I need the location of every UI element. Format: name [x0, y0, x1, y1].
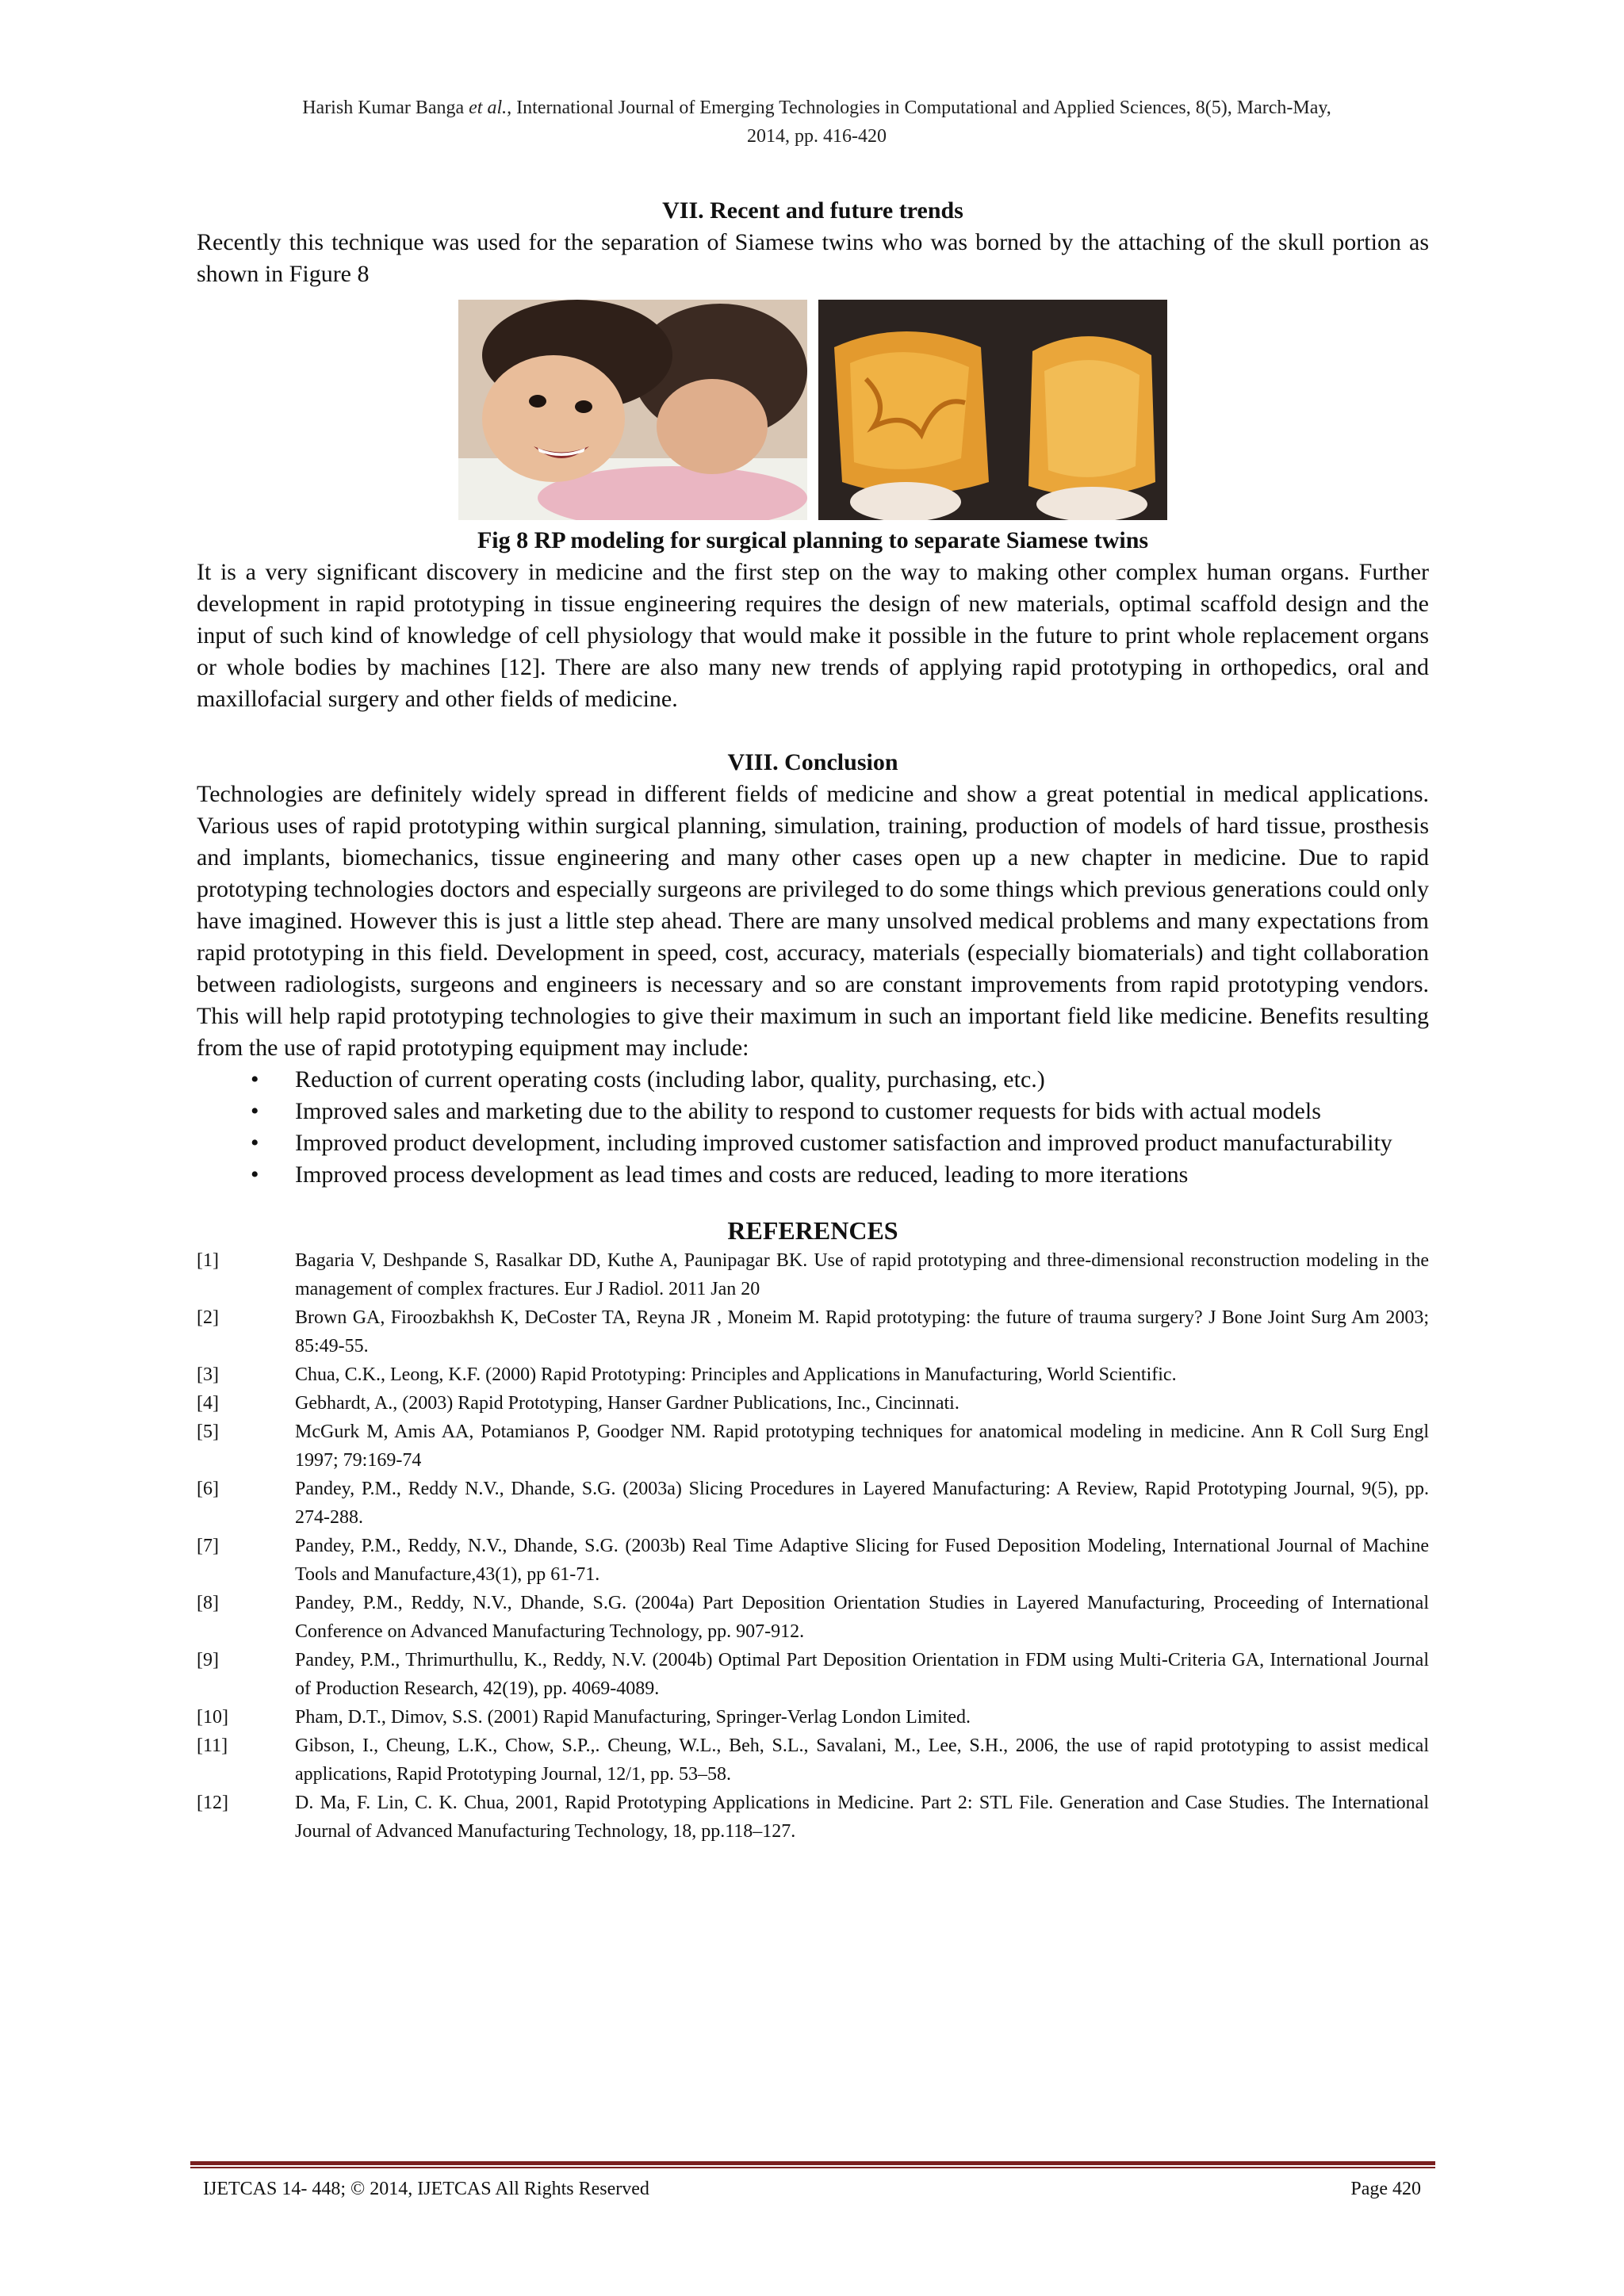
- reference-item: [197, 1646, 1429, 1703]
- reference-text: Pandey, P.M., Reddy, N.V., Dhande, S.G. (2004a) Part Deposition Orientation Studies in Layered Manufacturing, Proceeding of International Conference on Advanced Manufacturing Technology, pp. 907-912.: [295, 1593, 1429, 1642]
- reference-text: Gibson, I., Cheung, L.K., Chow, S.P.,. Cheung, W.L., Beh, S.L., Savalani, M., Lee, S.H., 2006, the use of rapid prototyping to assist medical applications, Rapid Prototyping Journal, 12/1, pp. 53–58.: [295, 1735, 1429, 1785]
- reference-item: [197, 1360, 1429, 1389]
- reference-item: [197, 1389, 1429, 1418]
- reference-item: [197, 1703, 1429, 1732]
- reference-number: [12]: [197, 1793, 228, 1813]
- reference-text: Pandey, P.M., Thrimurthullu, K., Reddy, N.V. (2004b) Optimal Part Deposition Orientation in FDM using Multi-Criteria GA, International Journal of Production Research, 42(19), pp. 4069-4089.: [295, 1650, 1429, 1699]
- benefits-list: [197, 1064, 1429, 1191]
- twins-photo-art: [458, 300, 807, 520]
- reference-number: [6]: [197, 1479, 219, 1499]
- figure-8: [197, 300, 1429, 520]
- references-list: [197, 1246, 1429, 1846]
- reference-item: [197, 1532, 1429, 1589]
- reference-item: [197, 1789, 1429, 1846]
- section-gap: [197, 715, 1429, 747]
- reference-text: McGurk M, Amis AA, Potamianos P, Goodger NM. Rapid prototyping techniques for anatomical modeling in medicine. Ann R Coll Surg Engl 1997; 79:169-74: [295, 1422, 1429, 1471]
- references-title: REFERENCES: [727, 1216, 898, 1245]
- reference-item: [197, 1246, 1429, 1303]
- reference-number: [4]: [197, 1393, 219, 1414]
- section-7-paragraph: It is a very significant discovery in medicine and the first step on the way to making other complex human organs. Further development in rapid prototyping in tissue engineering requires the design of new materials, optimal scaffold design and the input of such kind of knowledge of cell physiology that would make it possible in the future to print whole replacement organs or whole bodies by machines [12]. There are also many new trends of applying rapid prototyping in orthopedics, oral and maxillofacial surgery and other fields of medicine.: [197, 559, 1429, 712]
- section-8-title: VIII. Conclusion: [727, 749, 898, 775]
- reference-text: Chua, C.K., Leong, K.F. (2000) Rapid Prototyping: Principles and Applications in Manufacturing, World Scientific.: [295, 1364, 1177, 1385]
- reference-number: [2]: [197, 1307, 219, 1328]
- reference-item: [197, 1418, 1429, 1475]
- section-7-title: VII. Recent and future trends: [662, 197, 963, 224]
- reference-number: [5]: [197, 1422, 219, 1442]
- section-8-paragraph: Technologies are definitely widely spread in different fields of medicine and show a great potential in medical applications. Various uses of rapid prototyping within surgical planning, simulation, training, production of models of hard tissue, prosthesis and implants, biomechanics, tissue engineering and many other cases open up a new chapter in medicine. Due to rapid prototyping technologies doctors and especially surgeons are privileged to do some things which previous generations could only have imagined. However this is just a little step ahead. There are many unsolved medical problems and many expectations from rapid prototyping in this field. Development in speed, cost, accuracy, materials (especially biomaterials) and tight collaboration between radiologists, surgeons and engineers is necessary and so are constant improvements from rapid prototyping vendors. This will help rapid prototyping technologies to give their maximum in such an important field like medicine. Benefits resulting from the use of rapid prototyping equipment may include:: [197, 781, 1429, 1061]
- list-item: • Improved process development as lead times and costs are reduced, leading to more iterations: [197, 1159, 1429, 1191]
- running-header: [182, 94, 1451, 151]
- reference-text: Bagaria V, Deshpande S, Rasalkar DD, Kuthe A, Paunipagar BK. Use of rapid prototyping and three-dimensional reconstruction modeling in the management of complex fractures. Eur J Radiol. 2011 Jan 20: [295, 1250, 1429, 1299]
- page-number: Page 420: [1350, 2179, 1421, 2199]
- reference-item: [197, 1589, 1429, 1646]
- footer-rule: [190, 2161, 1435, 2165]
- reference-number: [8]: [197, 1593, 219, 1613]
- twins-photo: [458, 300, 807, 520]
- reference-item: [197, 1303, 1429, 1360]
- list-item: • Improved product development, including improved customer satisfaction and improved product manufacturability: [197, 1127, 1429, 1159]
- reference-item: [197, 1475, 1429, 1532]
- reference-number: [3]: [197, 1364, 219, 1385]
- figure-8-caption: Fig 8 RP modeling for surgical planning to separate Siamese twins: [477, 527, 1149, 553]
- footer-rule-thin: [190, 2167, 1435, 2168]
- reference-number: [7]: [197, 1536, 219, 1556]
- footer-copyright: IJETCAS 14- 448; © 2014, IJETCAS All Rights Reserved: [203, 2179, 649, 2199]
- header-etal: et al.,: [469, 98, 512, 118]
- running-header-line1: [182, 94, 1451, 122]
- list-item: • Reduction of current operating costs (including labor, quality, purchasing, etc.): [197, 1064, 1429, 1096]
- list-item: • Improved sales and marketing due to the ability to respond to customer requests for bids with actual models: [197, 1096, 1429, 1127]
- reference-number: [11]: [197, 1735, 228, 1756]
- skull-models-art: [818, 300, 1167, 520]
- running-header-line2: 2014, pp. 416-420: [747, 126, 887, 147]
- reference-number: [10]: [197, 1707, 228, 1728]
- reference-text: Pandey, P.M., Reddy N.V., Dhande, S.G. (2003a) Slicing Procedures in Layered Manufacturing: A Review, Rapid Prototyping Journal, 9(5), pp. 274-288.: [295, 1479, 1429, 1528]
- main-content: [197, 195, 1429, 1846]
- reference-text: Gebhardt, A., (2003) Rapid Prototyping, Hanser Gardner Publications, Inc., Cincinnati.: [295, 1393, 959, 1414]
- section-7-intro: Recently this technique was used for the separation of Siamese twins who was borned by the attaching of the skull portion as shown in Figure 8: [197, 229, 1429, 287]
- reference-text: Pandey, P.M., Reddy, N.V., Dhande, S.G. (2003b) Real Time Adaptive Slicing for Fused Deposition Modeling, International Journal of Machine Tools and Manufacture,43(1), pp 61-71.: [295, 1536, 1429, 1585]
- reference-item: [197, 1732, 1429, 1789]
- header-author: Harish Kumar Banga: [302, 98, 469, 118]
- reference-text: D. Ma, F. Lin, C. K. Chua, 2001, Rapid Prototyping Applications in Medicine. Part 2: STL File. Generation and Case Studies. The International Journal of Advanced Manufacturing Technology, 18, pp.118–127.: [295, 1793, 1429, 1842]
- reference-number: [1]: [197, 1250, 219, 1271]
- reference-number: [9]: [197, 1650, 219, 1670]
- skull-models-photo: [818, 300, 1167, 520]
- reference-text: Brown GA, Firoozbakhsh K, DeCoster TA, Reyna JR , Moneim M. Rapid prototyping: the future of trauma surgery? J Bone Joint Surg Am 2003; 85:49-55.: [295, 1307, 1429, 1357]
- reference-text: Pham, D.T., Dimov, S.S. (2001) Rapid Manufacturing, Springer-Verlag London Limited.: [295, 1707, 971, 1728]
- header-journal: International Journal of Emerging Technologies in Computational and Applied Sciences, 8(5), March-May,: [511, 98, 1331, 118]
